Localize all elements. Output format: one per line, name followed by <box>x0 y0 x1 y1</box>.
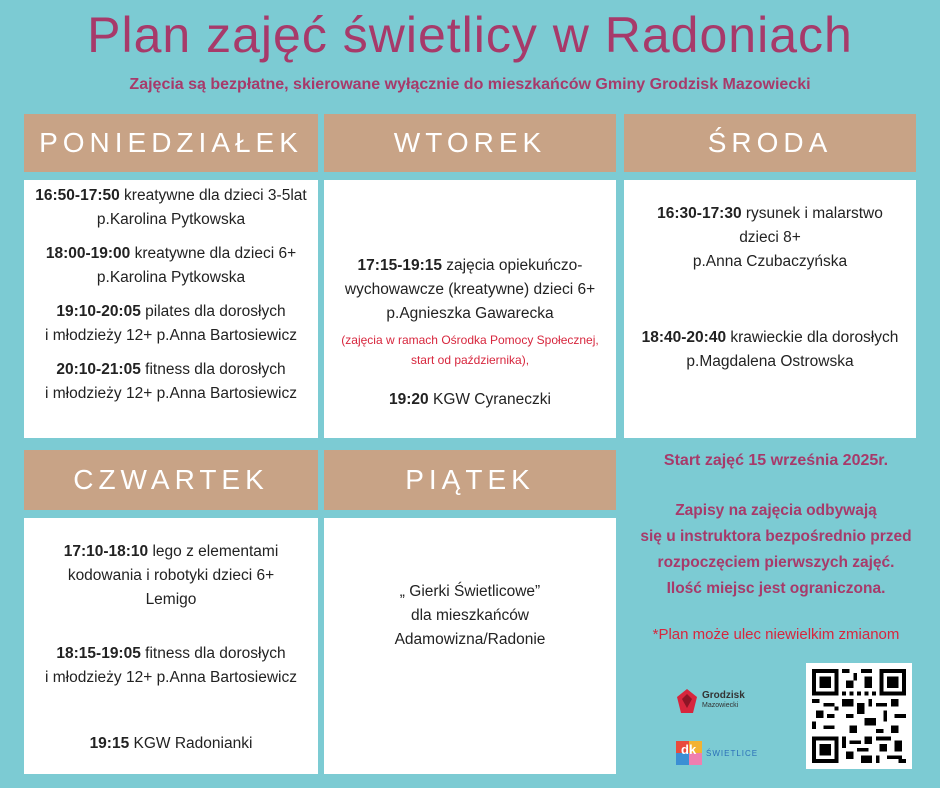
header-friday: PIĄTEK <box>324 450 616 510</box>
note-line: start od października), <box>410 353 530 367</box>
qr-code[interactable] <box>806 663 912 769</box>
entry-time: 18:15-19:05 <box>56 645 141 662</box>
entry-activity-cont: dzieci 8+ <box>739 229 801 246</box>
header-monday: PONIEDZIAŁEK <box>24 114 318 172</box>
signup-line: się u instruktora bezpośrednio przed <box>640 528 912 545</box>
entry-activity: lego z elementami <box>148 543 279 560</box>
dk-logo <box>676 738 766 768</box>
entry-activity: fitness dla dorosłych <box>140 361 286 378</box>
entry-time: 19:20 <box>389 391 429 408</box>
header-tuesday: WTOREK <box>324 114 616 172</box>
schedule-entry <box>64 540 279 612</box>
entry-activity: KGW Radonianki <box>129 735 253 752</box>
entry-activity-cont: wychowawcze (kreatywne) dzieci 6+ <box>344 281 596 298</box>
entry-activity: krawieckie dla dorosłych <box>726 329 899 346</box>
panel-wednesday <box>624 180 916 438</box>
entry-time: 18:40-20:40 <box>641 329 727 346</box>
entry-activity: kreatywne dla dzieci 3-5lat <box>119 187 307 204</box>
panel-thursday <box>24 518 318 774</box>
signup-info <box>626 498 926 602</box>
entry-instructor: p.Magdalena Ostrowska <box>686 353 854 370</box>
disclaimer-text: *Plan może ulec niewielkim zmianom <box>652 626 900 643</box>
entry-instructor: i młodzieży 12+ p.Anna Bartosiewicz <box>45 327 297 344</box>
grodzisk-logo <box>676 686 766 716</box>
dk-letters: dk <box>681 742 697 757</box>
ops-note <box>341 330 598 370</box>
start-date-text: Start zajęć 15 września 2025r. <box>663 452 889 469</box>
entry-instructor: i młodzieży 12+ p.Anna Bartosiewicz <box>45 385 297 402</box>
signup-line: Ilość miejsc jest ograniczona. <box>666 580 886 597</box>
entry-activity: kreatywne dla dzieci 6+ <box>130 245 297 262</box>
schedule-entry <box>35 184 306 232</box>
friday-event-location: Adamowizna/Radonie <box>394 631 546 648</box>
schedule-entry <box>642 326 899 374</box>
entry-time: 19:10-20:05 <box>56 303 141 320</box>
grodzisk-name: Grodzisk <box>702 690 745 701</box>
dk-sub: ŚWIETLICE <box>706 748 759 758</box>
panel-monday <box>24 180 318 438</box>
friday-event-title: „ Gierki Świetlicowe” <box>399 583 541 600</box>
entry-activity: KGW Cyraneczki <box>428 391 551 408</box>
note-line: (zajęcia w ramach Ośrodka Pomocy Społecznej, <box>341 333 599 347</box>
page-title: Plan zajęć świetlicy w Radoniach <box>87 7 853 63</box>
schedule-entry <box>45 300 297 348</box>
entry-time: 17:10-18:10 <box>63 543 149 560</box>
signup-line: rozpoczęciem pierwszych zajęć. <box>657 554 895 571</box>
qr-code-icon <box>812 669 906 763</box>
entry-time: 17:15-19:15 <box>357 257 442 274</box>
entry-instructor: i młodzieży 12+ p.Anna Bartosiewicz <box>45 669 297 686</box>
entry-instructor: p.Karolina Pytkowska <box>96 211 246 228</box>
schedule-entry <box>46 242 296 290</box>
entry-activity-cont: kodowania i robotyki dzieci 6+ <box>67 567 275 584</box>
entry-time: 20:10-21:05 <box>56 361 141 378</box>
schedule-entry <box>90 732 253 756</box>
entry-instructor: p.Anna Czubaczyńska <box>692 253 848 270</box>
schedule-entry <box>345 254 595 326</box>
entry-instructor: p.Agnieszka Gawarecka <box>386 305 554 322</box>
entry-time: 19:15 <box>89 735 130 752</box>
panel-tuesday <box>324 180 616 438</box>
page-subtitle: Zajęcia są bezpłatne, skierowane wyłącznie do mieszkańców Gminy Grodzisk Mazowiecki <box>129 76 811 93</box>
schedule-entry <box>657 202 883 274</box>
entry-activity: pilates dla dorosłych <box>140 303 286 320</box>
schedule-entry <box>45 358 297 406</box>
schedule-entry <box>45 642 297 690</box>
entry-time: 16:30-17:30 <box>657 205 742 222</box>
entry-instructor: p.Karolina Pytkowska <box>96 269 246 286</box>
schedule-entry <box>389 388 551 412</box>
grodzisk-sub: Mazowiecki <box>702 702 739 709</box>
grodzisk-emblem-icon <box>676 688 698 714</box>
entry-activity: rysunek i malarstwo <box>741 205 883 222</box>
friday-event-audience: dla mieszkańców <box>410 607 530 624</box>
entry-activity: zajęcia opiekuńczo- <box>442 257 583 274</box>
entry-time: 16:50-17:50 <box>35 187 120 204</box>
entry-instructor: Lemigo <box>145 591 197 608</box>
header-wednesday: ŚRODA <box>624 114 916 172</box>
entry-activity: fitness dla dorosłych <box>140 645 286 662</box>
signup-line: Zapisy na zajęcia odbywają <box>675 502 877 519</box>
entry-time: 18:00-19:00 <box>45 245 131 262</box>
header-thursday: CZWARTEK <box>24 450 318 510</box>
panel-friday <box>324 518 616 774</box>
